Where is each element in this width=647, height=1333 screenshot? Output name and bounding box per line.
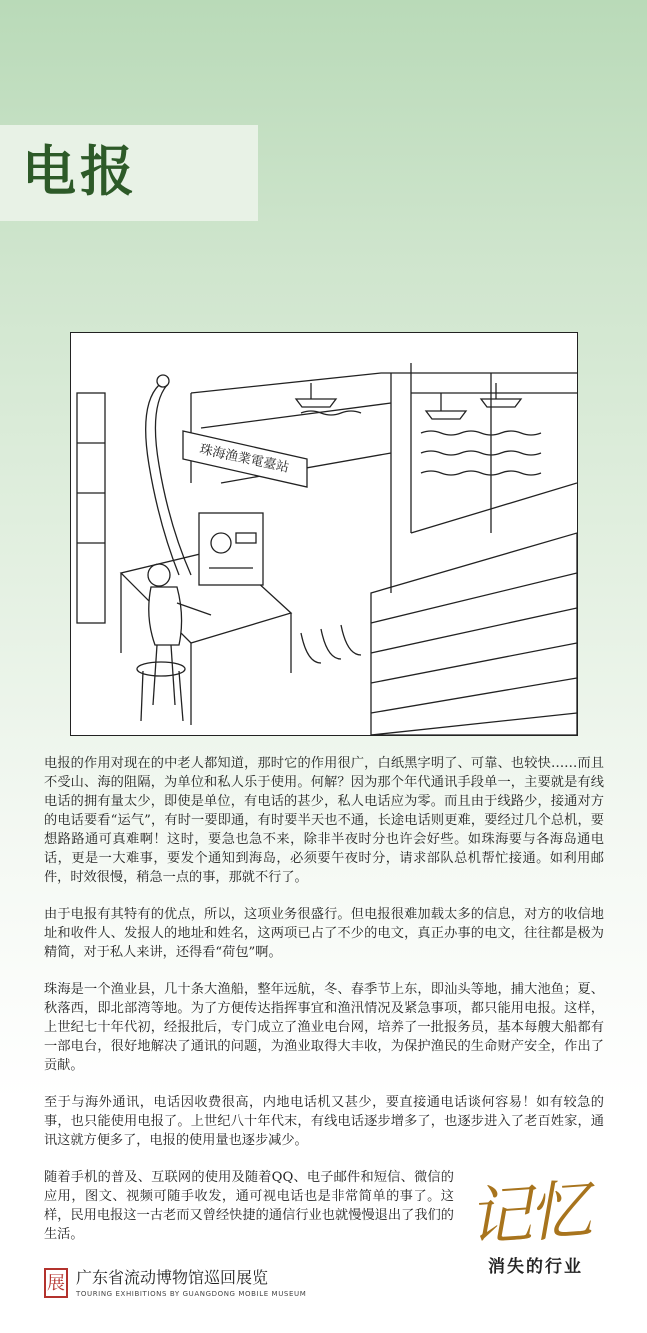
boat-icon (481, 399, 521, 407)
title-band (0, 125, 258, 221)
paragraph: 由于电报有其特有的优点，所以，这项业务很盛行。但电报很难加载太多的信息，对方的收信地址和收件人、发报人的地址和姓名，这两项已占了不少的电文，真正办事的电文，往往都是极为精简，对于私人来讲，还得看“荷包”啊。 (44, 907, 604, 960)
boat-icon (426, 411, 466, 419)
page-title: 电报 (22, 140, 138, 203)
museum-logo (44, 1268, 307, 1308)
memory-calligraphy: 记忆 (465, 1173, 591, 1256)
paragraph: 至于与海外通讯，电话因收费很高，内地电话机又甚少，要直接通电话谈何容易！如有较急的事，也只能使用电报了。上世纪八十年代末，有线电话逐步增多了，也逐步进入了老百姓家，通讯这就方便多了，电报的使用量也逐步减少。 (44, 1095, 604, 1148)
radio-station-illustration (70, 332, 578, 736)
organizer-name: 广东省流动博物馆巡回展览 (76, 1268, 269, 1287)
organizer-name-en: TOURING EXHIBITIONS BY GUANGDONG MOBILE MUSEUM (76, 1290, 307, 1298)
station-sign-text: 珠海渔業電臺站 (198, 442, 291, 476)
paragraph: 随着手机的普及、互联网的使用及随着QQ、电子邮件和短信、微信的应用，图文、视频可随手收发，通可视电话也是非常简单的事了。这样，民用电报这一古老而又曾经快捷的通信行业也就慢慢退出了我们的生活。 (44, 1170, 454, 1242)
illustration-drawing (71, 333, 577, 735)
series-subtitle: 消失的行业 (488, 1257, 583, 1277)
equipment-rack (77, 393, 105, 623)
paragraph: 珠海是一个渔业县，几十条大渔船，整年远航，冬、春季节上东，即汕头等地，捕大池鱼；夏、秋落西，即北部湾等地。为了方便传达指挥事宜和渔汛情况及紧急事项，都只能用电报。这样，上世纪七十年代初，经报批后，专门成立了渔业电台网，培养了一批报务员，基本每艘大船都有一部电台，很好地解决了通讯的问题，为渔业取得大丰收，为保护渔民的生命财产安全，作出了贡献。 (44, 982, 604, 1073)
operator-figure (148, 564, 170, 586)
radio-transmitter (199, 513, 263, 585)
boat-icon (296, 399, 336, 407)
paragraph: 电报的作用对现在的中老人都知道，那时它的作用很广，白纸黑字明了、可靠、也较快……而且不受山、海的阻隔，为单位和私人乐于使用。何解？因为那个年代通讯手段单一，主要就是有线电话的拥有量太少，即使是单位，有电话的甚少，私人电话应为零。而且由于线路少，接通对方的电话要看“运气”，有时一要即通，有时要半天也不通，长途电话则更难，要经过几个总机，要想路路通可真难啊！这时，要急也急不来，除非半夜时分也许会好些。如珠海要与各海岛通电话，更是一大难事，要发个通知到海岛，必须要午夜时分，请求部队总机帮忙接通。如利用邮件，时效很慢，稍急一点的事，那就不行了。 (44, 756, 604, 885)
seal-icon: 展 (44, 1268, 68, 1298)
